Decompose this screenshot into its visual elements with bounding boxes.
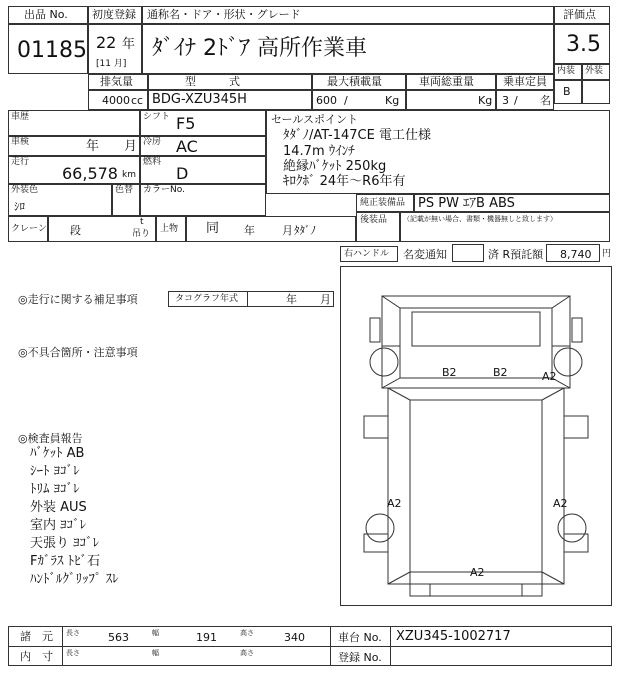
tax-unit: 円 — [602, 249, 612, 259]
mileage-unit: km — [122, 170, 136, 180]
interior-value: B — [563, 85, 571, 98]
width-value: 191 — [196, 631, 217, 644]
fuel-value: D — [176, 164, 189, 183]
damage-mark: A2 — [387, 497, 402, 510]
model-value: BDG-XZU345H — [152, 92, 247, 107]
crane-ton-unit: t — [140, 217, 144, 227]
inspector-line: 天張り ﾖｺﾞﾚ — [30, 536, 100, 551]
equip-label: 純正装備品 — [360, 198, 406, 208]
displacement-label: 排気量 — [100, 75, 133, 88]
mileage-label: 走行 — [11, 157, 30, 167]
ext-color-label: 外装色 — [11, 185, 39, 195]
name-label: 通称名・ドア・形状・グレード — [147, 8, 301, 21]
upper-body-label: 上物 — [160, 224, 179, 234]
driving-remarks-label: ◎走行に関する補足事項 — [18, 293, 138, 306]
inner-length-label: 長さ — [66, 649, 80, 657]
inspector-line: Fｶﾞﾗｽ ﾄﾋﾞ石 — [30, 554, 101, 569]
upper-body-maker: ﾀﾀﾞﾉ — [294, 224, 316, 237]
vehicle-name: ﾀﾞｲﾅ 2ﾄﾞｱ 高所作業車 — [152, 36, 367, 61]
gross-unit: Kg — [478, 94, 493, 107]
capacity-value: 3 — [502, 94, 509, 107]
load-value: 600 — [316, 94, 337, 107]
tachograph-year: 年 — [286, 293, 297, 306]
inner-height-label: 高さ — [240, 649, 254, 657]
inner-width-label: 幅 — [152, 649, 159, 657]
length-label: 長さ — [66, 629, 80, 637]
damage-mark: B2 — [493, 366, 508, 379]
height-value: 340 — [284, 631, 305, 644]
ac-label: 冷房 — [143, 137, 162, 147]
aftermarket-note: （記載が無い場合、書類・機器無しと致します） — [403, 215, 557, 223]
lot-label: 出品 No. — [24, 8, 68, 21]
dims-label: 諸 元 — [20, 630, 53, 643]
footer-col-divider — [330, 626, 331, 666]
load-label: 最大積載量 — [327, 75, 382, 88]
crane-hang-unit: 吊り — [132, 229, 151, 239]
footer-row-divider — [8, 646, 612, 647]
capacity-separator: / — [514, 94, 518, 107]
sales-line: ｷﾛｸﾎﾞ 24年～R6年有 — [283, 174, 406, 189]
first-reg-year-unit: 年 — [122, 37, 136, 52]
damage-mark: A2 — [553, 497, 568, 510]
inspector-line: ﾄﾘﾑ ﾖｺﾞﾚ — [30, 482, 80, 497]
interior-label: 内装 — [557, 66, 576, 76]
history-label: 車歴 — [11, 112, 30, 122]
capacity-label: 乗車定員 — [503, 75, 547, 88]
upper-body-same: 同 — [206, 221, 220, 236]
tachograph-month: 月 — [320, 293, 331, 306]
crane-label: クレーン — [11, 224, 47, 234]
shaken-month: 月 — [124, 139, 138, 154]
truck-diagram — [340, 266, 612, 606]
tax-label: 済 R預託額 — [488, 248, 544, 261]
width-label: 幅 — [152, 629, 159, 637]
displacement-value: 4000 — [102, 94, 130, 107]
inspector-line: ﾊﾝﾄﾞﾙｸﾞﾘｯﾌﾟ ｽﾚ — [30, 572, 119, 587]
damage-mark: B2 — [442, 366, 457, 379]
ext-color-value: ｼﾛ — [14, 200, 25, 213]
rhd-label: 右ハンドル — [344, 249, 390, 259]
first-reg-label: 初度登録 — [92, 8, 136, 21]
name-change-box — [452, 244, 484, 262]
chassis-label: 車台 No. — [338, 631, 382, 644]
sales-point-label: セールスポイント — [271, 113, 359, 126]
upper-body-year: 年 — [244, 224, 255, 237]
inspector-line: ﾊﾞｹｯﾄ AB — [30, 446, 85, 461]
model-label: 型 式 — [185, 75, 240, 88]
equip-value: PS PW ｴｱB ABS — [418, 196, 515, 211]
displacement-unit: cc — [131, 94, 144, 107]
lot-number: 01185 — [17, 38, 87, 63]
tachograph-label: タコグラフ年式 — [175, 294, 239, 304]
first-reg-year: 22 — [96, 33, 117, 52]
registration-label: 登録 No. — [338, 651, 382, 664]
chassis-number: XZU345-1002717 — [396, 629, 511, 644]
capacity-unit: 名 — [540, 94, 551, 107]
aftermarket-label: 後装品 — [360, 215, 388, 225]
shaken-label: 車検 — [11, 137, 30, 147]
upper-body-month: 月 — [282, 224, 293, 237]
mileage-value: 66,578 — [62, 164, 118, 183]
load-separator: / — [344, 94, 348, 107]
inspector-line: ｼｰﾄ ﾖｺﾞﾚ — [30, 464, 80, 479]
inspector-line: 外装 AUS — [30, 500, 87, 515]
exterior-value-cell — [582, 80, 610, 104]
damage-mark: A2 — [470, 566, 485, 579]
color-code-label: カラーNo. — [143, 185, 185, 195]
rating-value: 3.5 — [566, 32, 601, 57]
shaken-year: 年 — [86, 139, 100, 154]
inspector-line: 室内 ﾖｺﾞﾚ — [30, 518, 87, 533]
rating-label: 評価点 — [563, 8, 596, 21]
defects-label: ◎不具合箇所・注意事項 — [18, 346, 138, 359]
first-reg-month: [11 月] — [96, 59, 127, 69]
footer-col-divider — [390, 626, 391, 666]
tax-value: 8,740 — [560, 248, 592, 261]
footer-col-divider — [62, 626, 63, 666]
crane-stage-unit: 段 — [70, 224, 81, 237]
shift-value: F5 — [176, 114, 196, 133]
sales-line: 14.7m ｳｲﾝﾁ — [283, 144, 355, 159]
fuel-label: 燃料 — [143, 157, 162, 167]
color-change-label: 色替 — [115, 185, 134, 195]
load-unit: Kg — [385, 94, 400, 107]
inner-dims-label: 内 寸 — [20, 650, 53, 663]
exterior-label: 外装 — [585, 66, 604, 76]
gross-label: 車両総重量 — [419, 75, 474, 88]
sales-line: ﾀﾀﾞﾉ/AT-147CE 電工仕様 — [283, 128, 431, 143]
sales-line: 絶縁ﾊﾞｹｯﾄ 250kg — [283, 159, 387, 174]
shift-label: シフト — [143, 112, 171, 122]
inspector-report-label: ◎検査員報告 — [18, 432, 83, 445]
height-label: 高さ — [240, 629, 254, 637]
name-change-label: 名変通知 — [403, 248, 447, 261]
length-value: 563 — [108, 631, 129, 644]
damage-mark: A2 — [542, 370, 557, 383]
ac-value: AC — [176, 137, 198, 156]
